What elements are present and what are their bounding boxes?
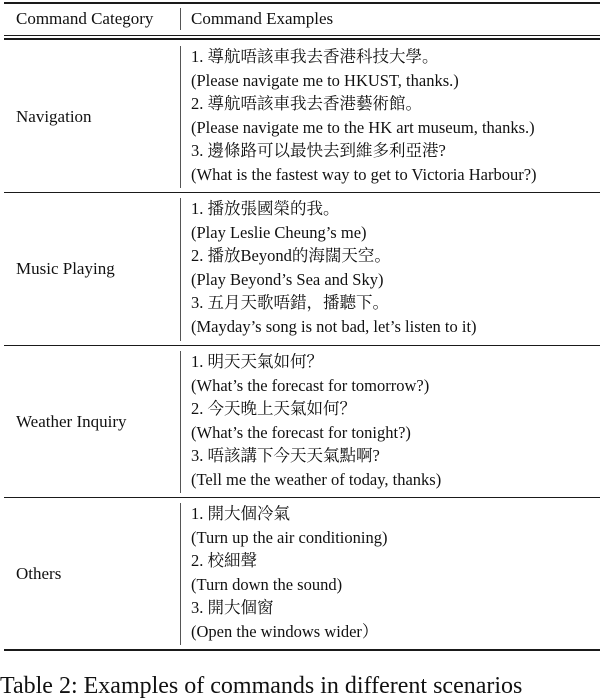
example-line: 1. 開大個冷氣 <box>191 504 290 523</box>
example-line: 1. 導航唔該車我去香港科技大學。 <box>191 47 439 66</box>
example-line: (Mayday’s song is not bad, let’s listen to it) <box>191 316 477 336</box>
header-command-examples: Command Examples <box>191 9 334 28</box>
section-divider-1 <box>4 192 600 193</box>
example-line: (Play Beyond’s Sea and Sky) <box>191 269 384 289</box>
examples-navigation <box>191 45 537 186</box>
example-line: (Play Leslie Cheung’s me) <box>191 222 367 242</box>
example-line: 1. 播放張國榮的我。 <box>191 199 340 218</box>
column-separator-row-1 <box>180 46 181 188</box>
example-line: (Tell me the weather of today, thanks) <box>191 469 442 489</box>
example-line: 1. 明天天氣如何？ <box>191 352 323 371</box>
header-command-category: Command Category <box>16 9 154 28</box>
category-weather-inquiry: Weather Inquiry <box>16 412 127 431</box>
header-rule-upper <box>4 35 600 36</box>
example-line: (Turn down the sound) <box>191 574 343 594</box>
category-navigation: Navigation <box>16 107 92 126</box>
example-line: (What is the fastest way to get to Victoria Harbour?) <box>191 164 537 184</box>
example-line: (What’s the forecast for tomorrow?) <box>191 375 430 395</box>
example-line: 2. 校細聲 <box>191 551 257 570</box>
example-line: 3. 邊條路可以最快去到維多利亞港? <box>191 141 446 160</box>
example-line: 2. 導航唔該車我去香港藝術館。 <box>191 94 422 113</box>
section-divider-2 <box>4 345 600 346</box>
example-line: (Open the windows wider） <box>191 621 379 641</box>
table-caption: Table 2: Examples of commands in different scenarios <box>0 673 523 699</box>
example-line: 3. 唔該講下今天天氣點啊? <box>191 446 380 465</box>
example-line: 3. 開大個窗 <box>191 598 274 617</box>
section-divider-3 <box>4 497 600 498</box>
example-line: 2. 播放Beyond的海闊天空。 <box>191 246 391 265</box>
column-separator-row-4 <box>180 503 181 645</box>
example-line: (Please navigate me to HKUST, thanks.) <box>191 70 459 90</box>
examples-music-playing <box>191 197 477 338</box>
example-line: 2. 今天晚上天氣如何？ <box>191 399 356 418</box>
example-line: (Please navigate me to the HK art museum, thanks.) <box>191 117 535 137</box>
example-line: 3. 五月天歌唔錯，播聽下。 <box>191 293 389 312</box>
example-line: (Turn up the air conditioning) <box>191 527 388 547</box>
category-others: Others <box>16 564 62 583</box>
column-separator-row-3 <box>180 351 181 493</box>
example-line: (What’s the forecast for tonight?) <box>191 422 411 442</box>
header-rule-lower <box>4 38 600 40</box>
examples-others <box>191 502 387 643</box>
top-rule <box>4 2 600 4</box>
column-separator-header <box>180 8 181 30</box>
column-separator-row-2 <box>180 198 181 341</box>
bottom-rule <box>4 649 600 651</box>
category-music-playing: Music Playing <box>16 259 115 278</box>
examples-weather-inquiry <box>191 350 441 491</box>
